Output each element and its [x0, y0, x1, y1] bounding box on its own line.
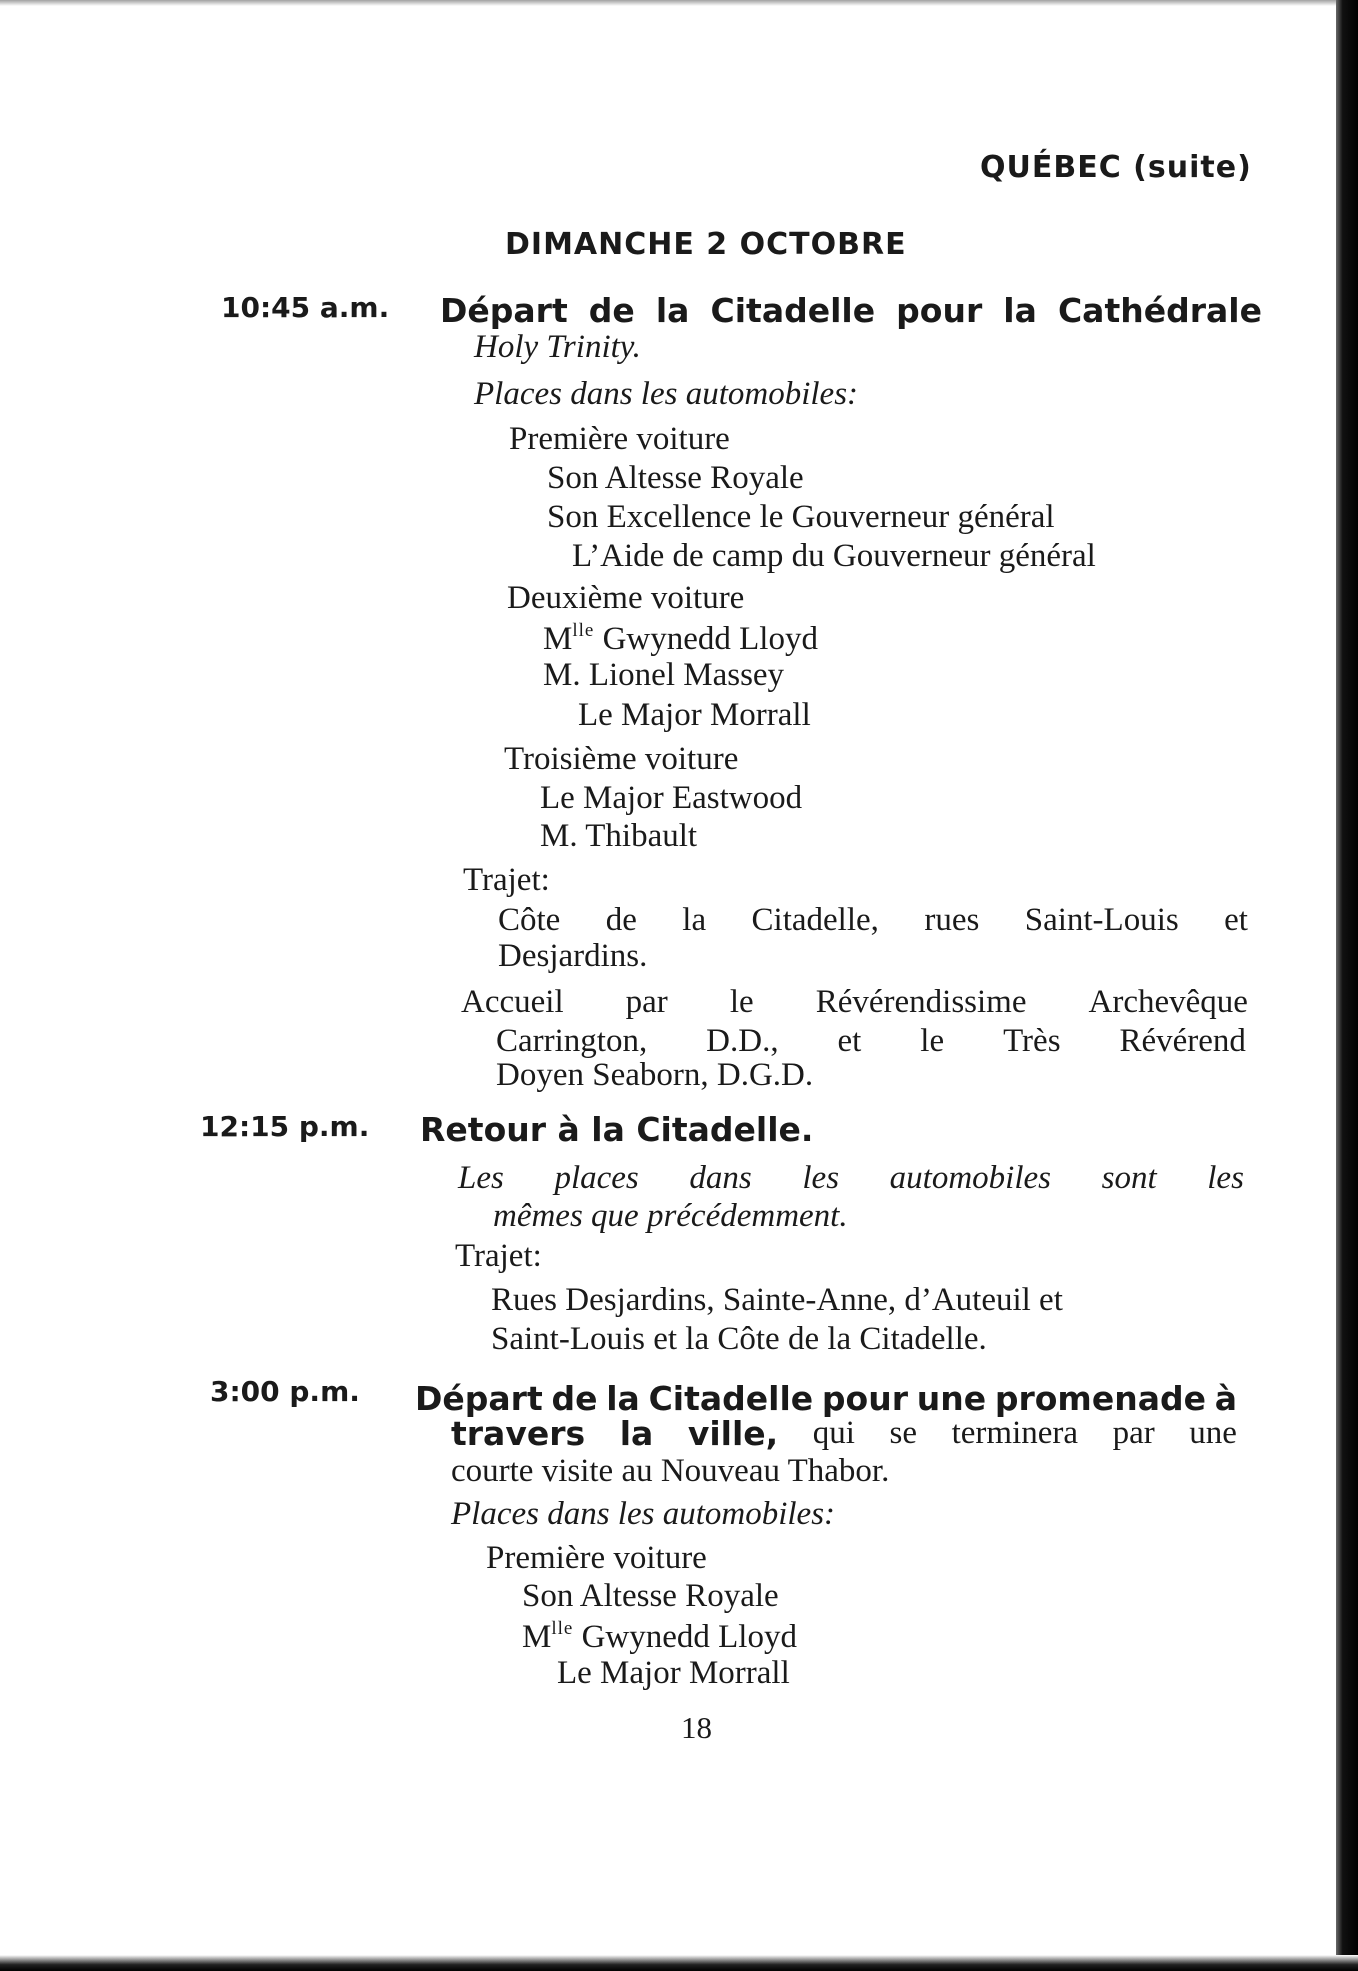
entry1-line1 [440, 291, 1262, 330]
word: Les [458, 1160, 504, 1196]
entry2-route-line1: Rues Desjardins, Sainte-Anne, d’Auteuil et [491, 1282, 1063, 1318]
word: une [916, 1379, 987, 1418]
word: ville, [687, 1414, 779, 1453]
entry-time-1045: 10:45 a.m. [221, 291, 390, 324]
entry1-car2-passenger: M. Lionel Massey [543, 657, 785, 693]
entry1-places-label: Places dans les automobiles: [474, 376, 859, 412]
word: pour [821, 1379, 908, 1418]
word: automobiles [889, 1160, 1051, 1196]
entry2-note-line1 [458, 1162, 1244, 1195]
entry3-car1-passenger [522, 1619, 797, 1654]
entry3-car1-passenger: Son Altesse Royale [522, 1578, 779, 1614]
page-edge-bottom [0, 1955, 1358, 1971]
entry3-car1-label: Première voiture [486, 1540, 707, 1576]
entry1-welcome-line3: Doyen Seaborn, D.G.D. [496, 1057, 814, 1093]
word: se [889, 1415, 918, 1451]
word: la [682, 902, 707, 938]
word: Départ [440, 291, 568, 330]
entry1-car1-passenger: Son Excellence le Gouverneur général [547, 499, 1055, 535]
word: les [802, 1160, 840, 1196]
entry3-line1 [415, 1379, 1237, 1418]
entry1-car2-passenger [543, 621, 818, 656]
running-head: QUÉBEC (suite) [980, 150, 1252, 185]
passenger-name: Gwynedd Lloyd [594, 621, 818, 657]
word: promenade [994, 1379, 1206, 1418]
word: D.D., [706, 1023, 779, 1059]
title-superscript: lle [551, 1618, 574, 1639]
entry1-car3-passenger: M. Thibault [540, 818, 698, 854]
word: les [1207, 1160, 1244, 1196]
entry1-route-label: Trajet: [463, 862, 550, 898]
word: de [605, 902, 637, 938]
word: le [920, 1023, 945, 1059]
word: pour [896, 291, 983, 330]
entry1-line2: Holy Trinity. [474, 329, 641, 365]
word: terminera [951, 1415, 1079, 1451]
entry2-title: Retour à la Citadelle. [420, 1110, 814, 1149]
word: de [588, 291, 635, 330]
word: à [1214, 1379, 1237, 1418]
word: rues [924, 902, 980, 938]
word: la [655, 291, 690, 330]
word: Révérend [1119, 1023, 1246, 1059]
word: et [1224, 902, 1248, 938]
word: la [606, 1379, 640, 1418]
word: places [554, 1160, 639, 1196]
entry3-places-label: Places dans les automobiles: [451, 1496, 836, 1532]
entry2-note-line2: mêmes que précédemment. [493, 1198, 848, 1234]
word: Saint-Louis [1024, 902, 1179, 938]
word: de [551, 1379, 598, 1418]
word: la [619, 1414, 654, 1453]
entry3-line2 [451, 1414, 1237, 1453]
word: dans [689, 1160, 752, 1196]
word: qui [812, 1415, 855, 1451]
word: Cathédrale [1057, 291, 1262, 330]
page-number: 18 [681, 1710, 712, 1745]
word: Départ [415, 1379, 543, 1418]
word: Citadelle, [751, 902, 879, 938]
entry1-car3-passenger: Le Major Eastwood [540, 780, 803, 816]
entry1-route-line2: Desjardins. [498, 938, 648, 974]
entry1-route-line1 [498, 904, 1248, 937]
entry3-car1-passenger: Le Major Morrall [557, 1655, 790, 1691]
passenger-name: Gwynedd Lloyd [573, 1619, 797, 1655]
title-prefix: M [543, 621, 573, 657]
entry-time-300: 3:00 p.m. [210, 1375, 360, 1408]
word: Citadelle [648, 1379, 814, 1418]
word: Révérendissime [815, 984, 1027, 1020]
entry-time-1215: 12:15 p.m. [200, 1110, 370, 1143]
entry2-route-label: Trajet: [455, 1238, 542, 1274]
entry1-welcome-line2 [496, 1025, 1246, 1058]
page-edge-right [1336, 0, 1358, 1971]
entry1-car1-passenger: Son Altesse Royale [547, 460, 804, 496]
entry1-car1-label: Première voiture [509, 421, 730, 457]
word: le [729, 984, 754, 1020]
word: Accueil [461, 984, 564, 1020]
word: une [1189, 1415, 1237, 1451]
page-edge-top [0, 0, 1358, 6]
word: travers [451, 1414, 586, 1453]
word: Côte [498, 902, 561, 938]
word: par [625, 984, 668, 1020]
entry2-route-line2: Saint-Louis et la Côte de la Citadelle. [491, 1321, 987, 1357]
word: la [1003, 291, 1037, 330]
word: Carrington, [496, 1023, 648, 1059]
entry1-car2-label: Deuxième voiture [507, 580, 745, 616]
word: par [1112, 1415, 1155, 1451]
day-heading: DIMANCHE 2 OCTOBRE [505, 227, 907, 262]
title-superscript: lle [572, 620, 595, 641]
entry1-car3-label: Troisième voiture [504, 741, 739, 777]
entry1-car1-passenger: L’Aide de camp du Gouverneur général [572, 538, 1096, 574]
word: sont [1101, 1160, 1157, 1196]
entry1-welcome-line1 [461, 986, 1248, 1019]
word: et [837, 1023, 862, 1059]
word: Très [1003, 1023, 1061, 1059]
word: Archevêque [1088, 984, 1248, 1020]
entry1-car2-passenger: Le Major Morrall [578, 697, 811, 733]
title-prefix: M [522, 1619, 552, 1655]
word: Citadelle [710, 291, 876, 330]
entry3-line3: courte visite au Nouveau Thabor. [451, 1453, 890, 1489]
